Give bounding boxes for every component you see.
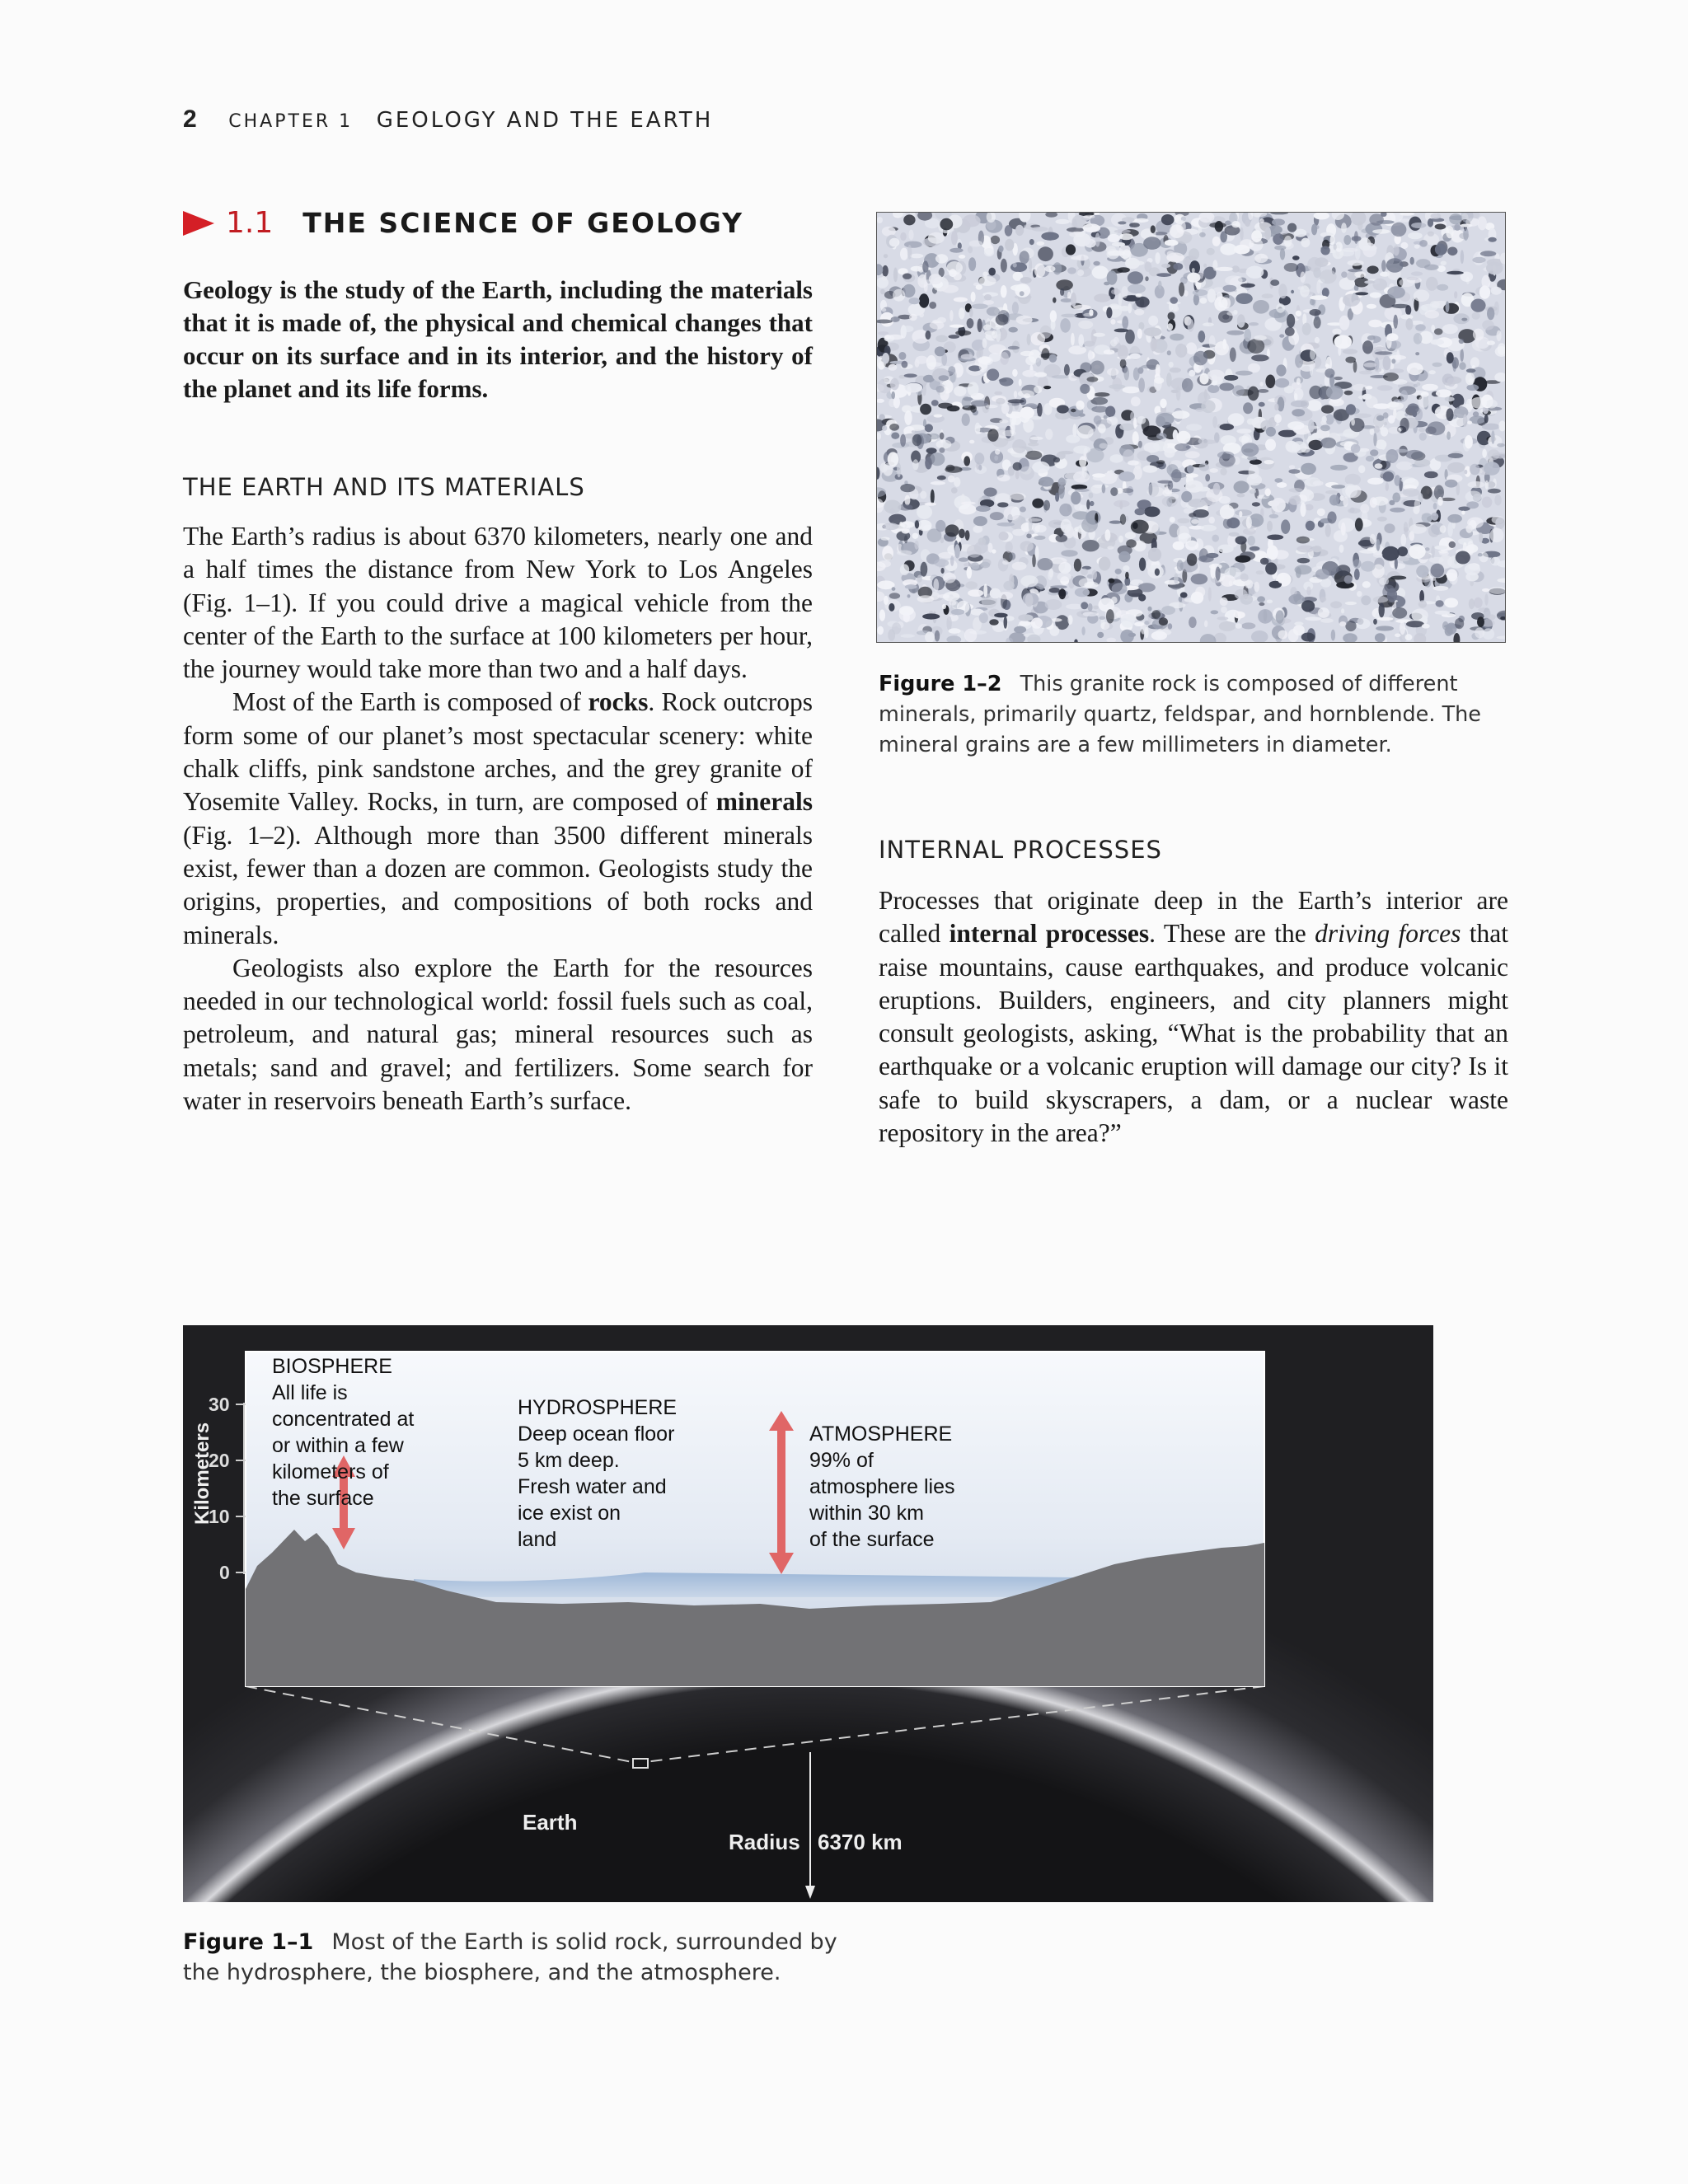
- page-number: 2: [183, 105, 199, 133]
- radius-label: Radius: [729, 1830, 800, 1854]
- term-minerals: minerals: [715, 787, 813, 817]
- tick-label: 30: [209, 1394, 230, 1415]
- radius-value: 6370 km: [818, 1830, 903, 1854]
- section-intro: Geology is the study of the Earth, including the materials that it is made of, the physical and chemical changes that occur on its surface and in its interior, and the history of the planet and its life forms.: [183, 275, 813, 403]
- biosphere-label: BIOSPHERE All life is concentrated at or within a few kilometers of the surface: [272, 1355, 415, 1510]
- figure-label: Figure 1–1: [183, 1929, 314, 1955]
- y-axis-label: Kilometers: [191, 1422, 213, 1525]
- figure-1-1-caption: Figure 1–1 Most of the Earth is solid rock, surrounded by the hydrosphere, the biosphere, and the atmosphere.: [183, 1929, 837, 1985]
- chapter-title: GEOLOGY AND THE EARTH: [376, 108, 714, 133]
- paragraph: Geologists also explore the Earth for the resources needed in our technological world: fossil fuels such as coal, petroleum, and natural gas; mineral resources such as metals; sand and gravel; and fertilizers. Some search for water in reservoirs beneath Earth’s surface.: [183, 953, 813, 1116]
- section-heading: [183, 206, 743, 240]
- section-title: THE SCIENCE OF GEOLOGY: [302, 207, 744, 239]
- hydrosphere-label: HYDROSPHERE Deep ocean floor 5 km deep. Fresh water and ice exist on land: [518, 1396, 678, 1551]
- body-column-right: [879, 884, 1508, 1150]
- subheading-internal-processes: INTERNAL PROCESSES: [879, 836, 1162, 864]
- tick-label: 20: [209, 1450, 230, 1471]
- section-number: 1.1: [226, 206, 274, 240]
- earth-label: Earth: [523, 1810, 578, 1835]
- running-head: [183, 105, 713, 134]
- term-driving-forces: driving forces: [1315, 919, 1461, 949]
- chapter-label: CHAPTER 1: [228, 111, 354, 132]
- figure-1-1-diagram: [183, 1325, 1433, 1902]
- tick-label: 10: [209, 1506, 230, 1527]
- granite-photo: [876, 212, 1506, 643]
- tick-label: 0: [219, 1562, 230, 1583]
- paragraph: Processes that originate deep in the Earth’s interior are called internal processes. These are the driving forces that raise mountains, cause earthquakes, and produce volcanic eruptions. Builders, engineers, and city planners might consult geologists, asking, “What is the probability that an earthquake or a volcanic eruption will damage our city? Is it safe to build skyscrapers, a dam, or a nuclear waste repository in the area?”: [879, 886, 1508, 1148]
- paragraph: Most of the Earth is composed of rocks. Rock outcrops form some of our planet’s most spectacular scenery: white chalk cliffs, pink sandstone arches, and the grey granite of Yosemite Valley. Rocks, in turn, are composed of minerals (Fig. 1–2). Although more than 3500 different minerals exist, fewer than a dozen are common. Geologists study the origins, properties, and compositions of both rocks and minerals.: [183, 687, 813, 949]
- red-triangle-icon: [183, 211, 214, 236]
- paragraph: The Earth’s radius is about 6370 kilometers, nearly one and a half times the distance from New York to Los Angeles (Fig. 1–1). If you could drive a magical vehicle from the center of the Earth to the surface at 100 kilometers per hour, the journey would take more than two and a half days.: [183, 522, 813, 684]
- body-column-left: [183, 520, 813, 1118]
- subheading-earth-materials: THE EARTH AND ITS MATERIALS: [183, 473, 585, 501]
- term-internal-processes: internal processes: [949, 919, 1150, 949]
- term-rocks: rocks: [588, 687, 649, 717]
- atmosphere-label: ATMOSPHERE 99% of atmosphere lies within 30 km of the surface: [809, 1422, 955, 1551]
- figure-1-2-caption: Figure 1–2 This granite rock is composed of different minerals, primarily quartz, feldspar, and hornblende. The mineral grains are a few millimeters in diameter.: [879, 672, 1481, 757]
- figure-label: Figure 1–2: [879, 672, 1002, 696]
